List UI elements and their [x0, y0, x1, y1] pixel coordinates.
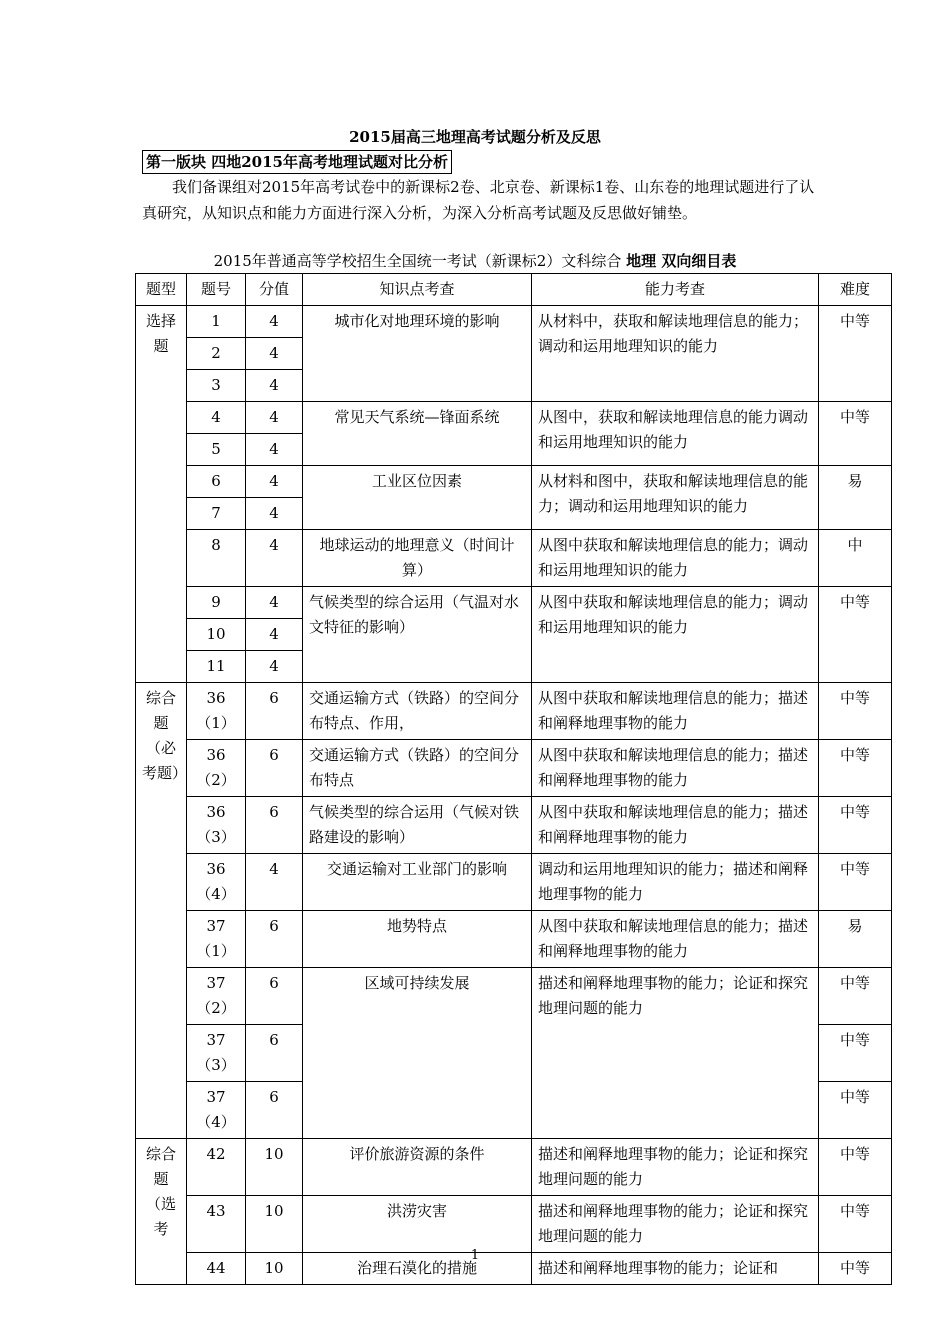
score-cell: 6 [246, 911, 303, 968]
difficulty-cell: 中等 [819, 797, 892, 854]
knowledge-cell: 交通运输方式（铁路）的空间分布特点 [303, 740, 532, 797]
knowledge-cell: 评价旅游资源的条件 [303, 1139, 532, 1196]
difficulty-cell: 中等 [819, 1082, 892, 1139]
question-number: 42 [187, 1139, 246, 1196]
header-score: 分值 [246, 274, 303, 306]
table-caption-text: 2015年普通高等学校招生全国统一考试（新课标2）文科综合 [213, 252, 622, 270]
score-cell: 4 [246, 587, 303, 619]
question-number: 7 [187, 498, 246, 530]
score-cell: 4 [246, 466, 303, 498]
score-cell: 4 [246, 370, 303, 402]
difficulty-cell: 中等 [819, 1196, 892, 1253]
question-number: 5 [187, 434, 246, 466]
ability-cell: 描述和阐释地理事物的能力；论证和探究地理问题的能力 [532, 968, 819, 1139]
score-cell: 4 [246, 434, 303, 466]
score-cell: 4 [246, 619, 303, 651]
table-row [136, 740, 892, 797]
difficulty-cell: 中等 [819, 1139, 892, 1196]
difficulty-cell: 中等 [819, 1253, 892, 1285]
score-cell: 4 [246, 402, 303, 434]
score-cell: 4 [246, 306, 303, 338]
question-number: 44 [187, 1253, 246, 1285]
table-row [136, 854, 892, 911]
question-number: 3 [187, 370, 246, 402]
score-cell: 6 [246, 683, 303, 740]
difficulty-cell: 中等 [819, 306, 892, 402]
score-cell: 6 [246, 797, 303, 854]
knowledge-cell: 工业区位因素 [303, 466, 532, 530]
score-cell: 4 [246, 530, 303, 587]
question-number: 37（4） [187, 1082, 246, 1139]
table-row [136, 587, 892, 619]
table-row [136, 306, 892, 338]
score-cell: 4 [246, 854, 303, 911]
table-row [136, 911, 892, 968]
ability-cell: 从图中获取和解读地理信息的能力；描述和阐释地理事物的能力 [532, 797, 819, 854]
ability-cell: 从图中获取和解读地理信息的能力；调动和运用地理知识的能力 [532, 530, 819, 587]
score-cell: 6 [246, 968, 303, 1025]
question-number: 36（2） [187, 740, 246, 797]
table-caption-bold: 地理 双向细目表 [626, 252, 737, 270]
difficulty-cell: 易 [819, 911, 892, 968]
ability-cell: 从图中获取和解读地理信息的能力；描述和阐释地理事物的能力 [532, 740, 819, 797]
section-heading: 第一版块 四地2015年高考地理试题对比分析 [142, 150, 452, 174]
ability-cell: 从图中获取和解读地理信息的能力；描述和阐释地理事物的能力 [532, 911, 819, 968]
difficulty-cell: 中等 [819, 968, 892, 1025]
question-number: 36（4） [187, 854, 246, 911]
intro-paragraph: 我们备课组对2015年高考试卷中的新课标2卷、北京卷、新课标1卷、山东卷的地理试题进行了认真研究，从知识点和能力方面进行深入分析，为深入分析高考试题及反思做好铺垫。 [142, 178, 815, 222]
question-number: 8 [187, 530, 246, 587]
ability-cell: 从图中获取和解读地理信息的能力；调动和运用地理知识的能力 [532, 587, 819, 683]
question-number: 6 [187, 466, 246, 498]
score-cell: 4 [246, 338, 303, 370]
knowledge-cell: 气候类型的综合运用（气候对铁路建设的影响） [303, 797, 532, 854]
table-row [136, 1196, 892, 1253]
knowledge-cell: 治理石漠化的措施 [303, 1253, 532, 1285]
table-row [136, 466, 892, 498]
difficulty-cell: 中等 [819, 854, 892, 911]
ability-cell: 从图中获取和解读地理信息的能力；描述和阐释地理事物的能力 [532, 683, 819, 740]
question-number: 37（1） [187, 911, 246, 968]
score-cell: 10 [246, 1253, 303, 1285]
ability-cell: 调动和运用地理知识的能力；描述和阐释地理事物的能力 [532, 854, 819, 911]
question-number: 2 [187, 338, 246, 370]
knowledge-cell: 气候类型的综合运用（气温对水文特征的影响） [303, 587, 532, 683]
header-knowledge: 知识点考查 [303, 274, 532, 306]
table-row [136, 530, 892, 587]
table-header-row [136, 274, 892, 306]
ability-cell: 从材料和图中，获取和解读地理信息的能力；调动和运用地理知识的能力 [532, 466, 819, 530]
header-difficulty: 难度 [819, 274, 892, 306]
knowledge-cell: 区域可持续发展 [303, 968, 532, 1139]
knowledge-cell: 交通运输对工业部门的影响 [303, 854, 532, 911]
header-type: 题型 [136, 274, 187, 306]
knowledge-cell: 洪涝灾害 [303, 1196, 532, 1253]
question-number: 1 [187, 306, 246, 338]
table-row [136, 968, 892, 1025]
knowledge-cell: 地势特点 [303, 911, 532, 968]
ability-cell: 描述和阐释地理事物的能力；论证和探究地理问题的能力 [532, 1196, 819, 1253]
score-cell: 4 [246, 498, 303, 530]
difficulty-cell: 中等 [819, 402, 892, 466]
knowledge-cell: 地球运动的地理意义（时间计算） [303, 530, 532, 587]
question-number: 37（3） [187, 1025, 246, 1082]
score-cell: 6 [246, 1082, 303, 1139]
question-number: 36（1） [187, 683, 246, 740]
knowledge-cell: 城市化对地理环境的影响 [303, 306, 532, 402]
ability-cell: 描述和阐释地理事物的能力；论证和 [532, 1253, 819, 1285]
type-cell-elective: 综合题（选考 [136, 1139, 187, 1285]
header-ability: 能力考查 [532, 274, 819, 306]
type-cell-required: 综合题（必考题） [136, 683, 187, 1139]
score-cell: 10 [246, 1196, 303, 1253]
table-row [136, 402, 892, 434]
header-number: 题号 [187, 274, 246, 306]
question-number: 4 [187, 402, 246, 434]
question-number: 11 [187, 651, 246, 683]
ability-cell: 描述和阐释地理事物的能力；论证和探究地理问题的能力 [532, 1139, 819, 1196]
question-number: 37（2） [187, 968, 246, 1025]
score-cell: 4 [246, 651, 303, 683]
question-number: 43 [187, 1196, 246, 1253]
ability-cell: 从图中，获取和解读地理信息的能力调动和运用地理知识的能力 [532, 402, 819, 466]
score-cell: 6 [246, 740, 303, 797]
question-number: 36（3） [187, 797, 246, 854]
ability-cell: 从材料中，获取和解读地理信息的能力；调动和运用地理知识的能力 [532, 306, 819, 402]
knowledge-cell: 交通运输方式（铁路）的空间分布特点、作用， [303, 683, 532, 740]
difficulty-cell: 易 [819, 466, 892, 530]
table-row [136, 683, 892, 740]
detail-table [135, 273, 892, 1285]
page-number: 1 [470, 1248, 480, 1263]
knowledge-cell: 常见天气系统—锋面系统 [303, 402, 532, 466]
difficulty-cell: 中等 [819, 1025, 892, 1082]
table-row [136, 1139, 892, 1196]
difficulty-cell: 中等 [819, 683, 892, 740]
table-caption [0, 250, 950, 271]
page-title: 2015届高三地理高考试题分析及反思 [349, 128, 601, 146]
score-cell: 10 [246, 1139, 303, 1196]
type-cell-choice: 选择题 [136, 306, 187, 683]
difficulty-cell: 中等 [819, 587, 892, 683]
question-number: 9 [187, 587, 246, 619]
difficulty-cell: 中等 [819, 740, 892, 797]
table-row [136, 797, 892, 854]
score-cell: 6 [246, 1025, 303, 1082]
difficulty-cell: 中 [819, 530, 892, 587]
question-number: 10 [187, 619, 246, 651]
